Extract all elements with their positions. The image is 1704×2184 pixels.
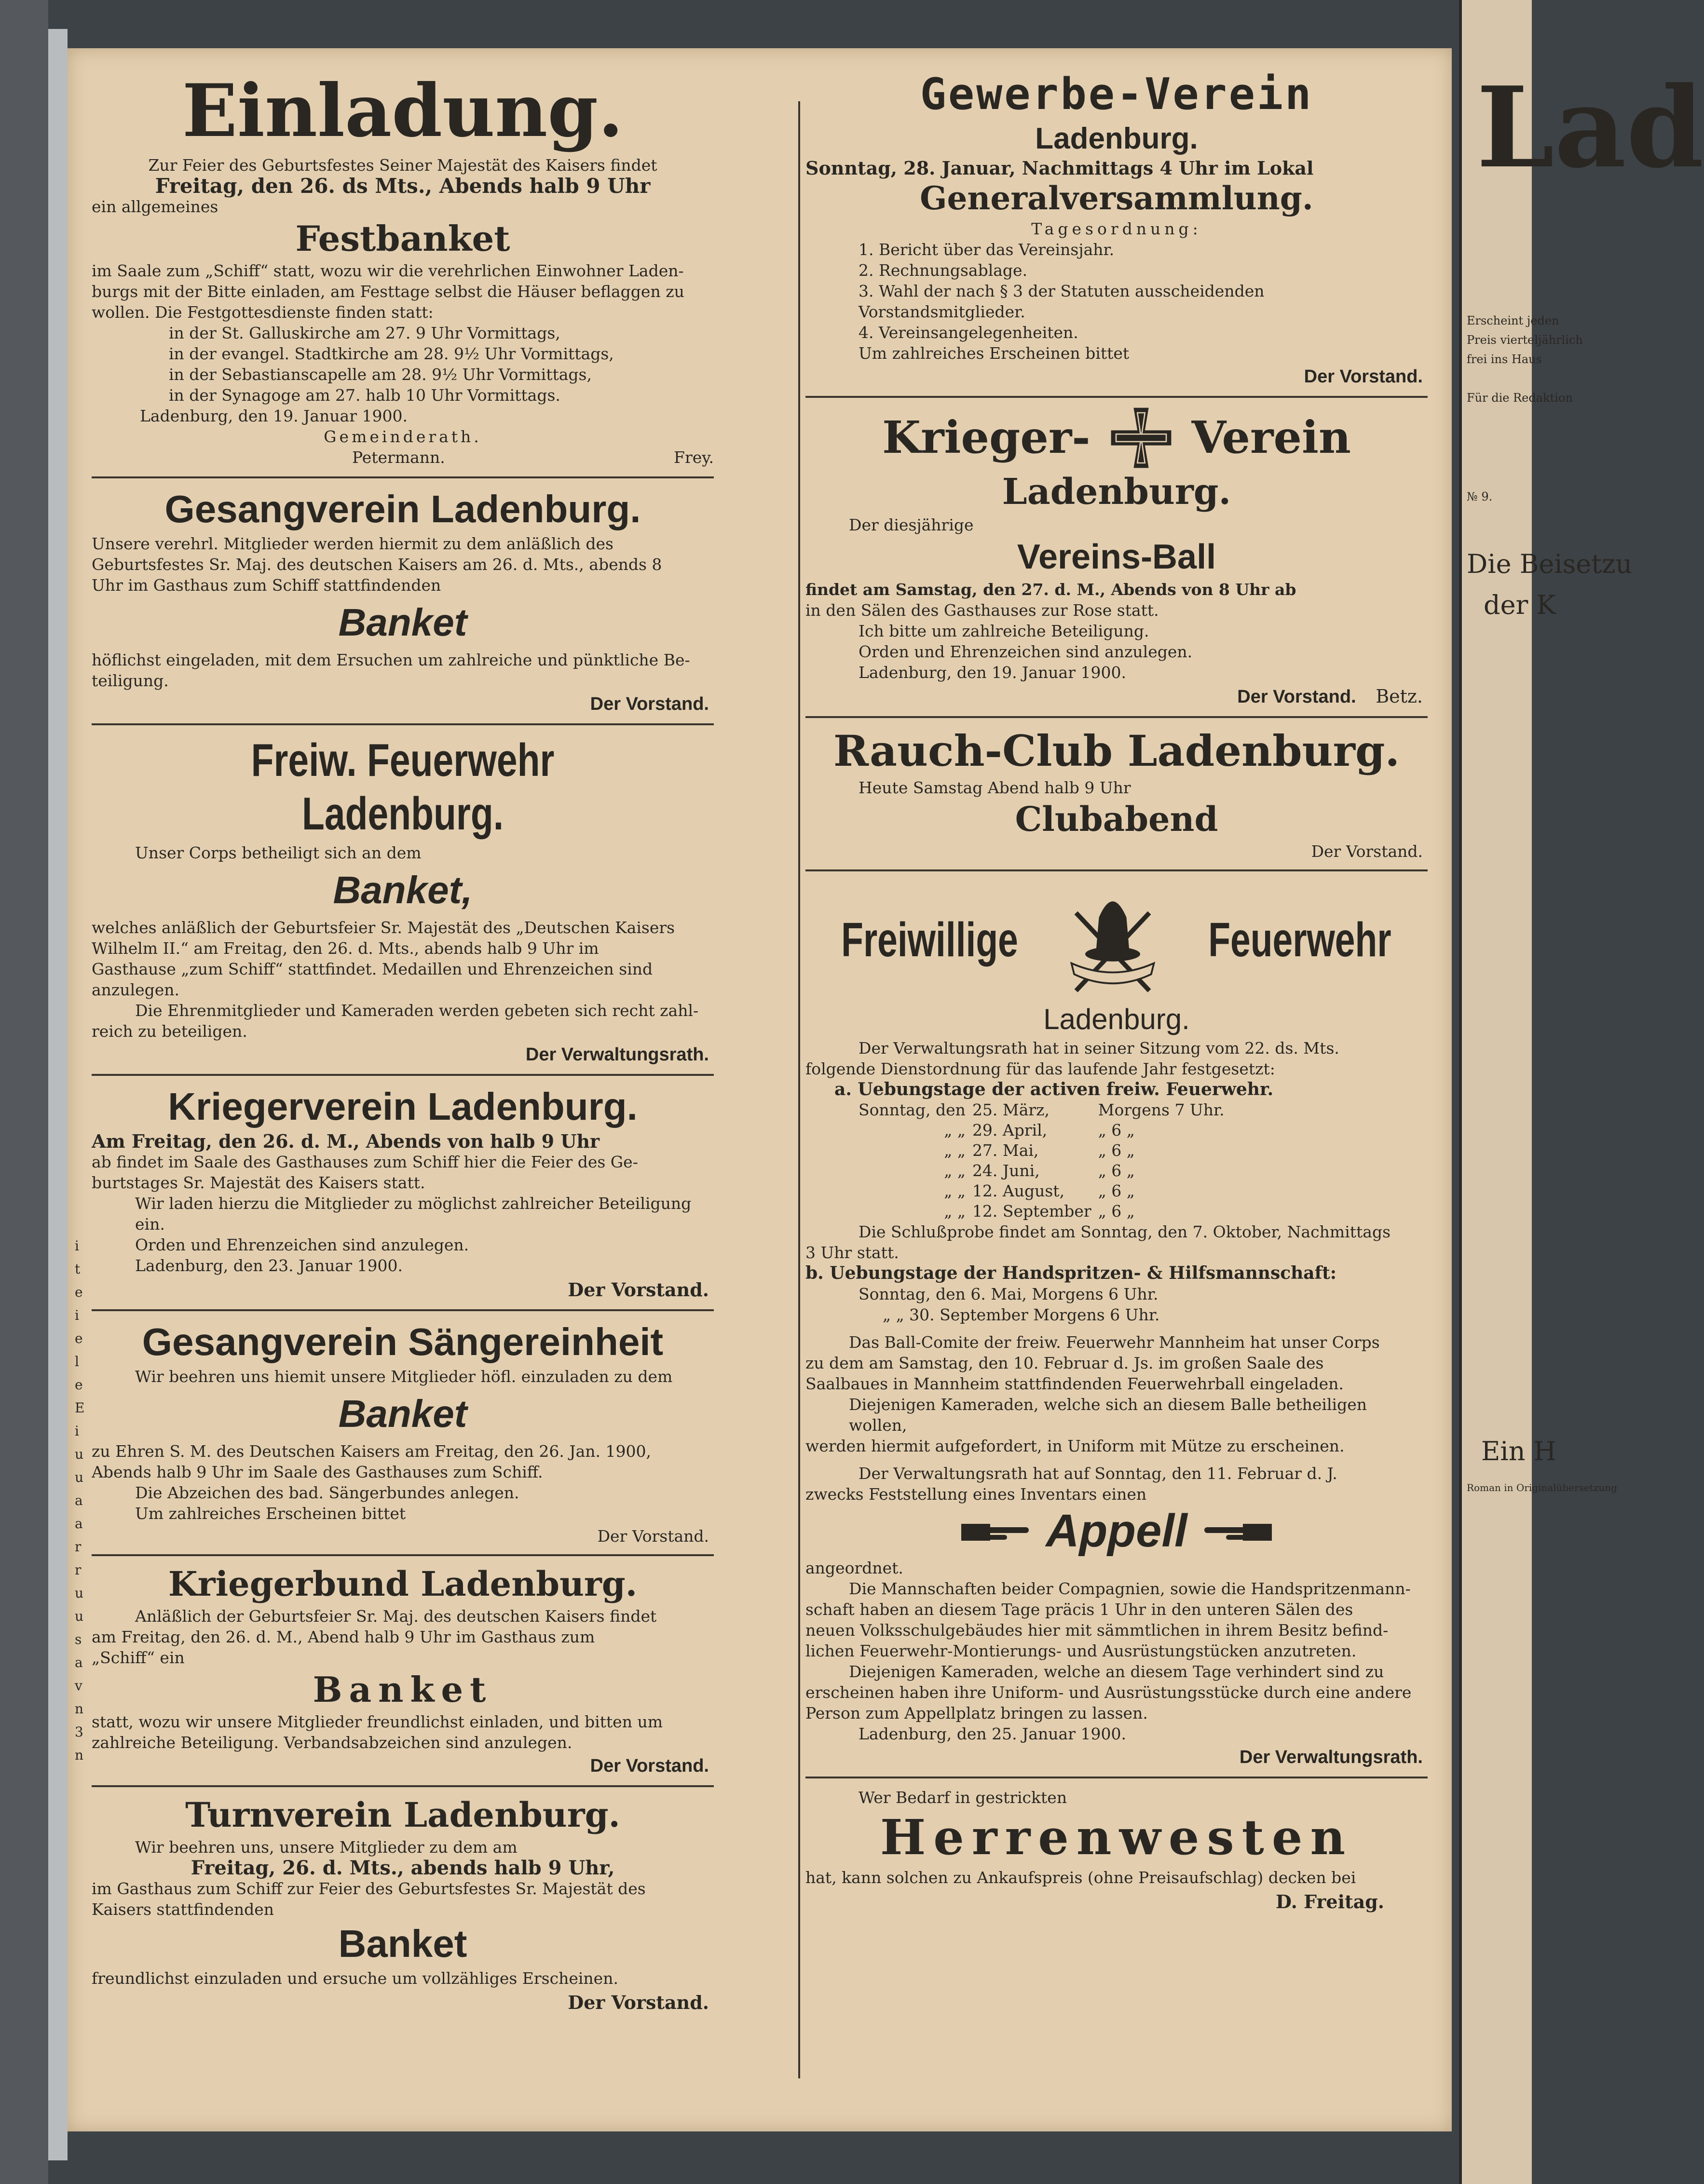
text-line: Kaisers stattfindenden (92, 1899, 274, 1919)
signature: Der Vorstand. (1304, 366, 1423, 387)
binding-edge (48, 29, 68, 2160)
text-line: Diejenigen Kameraden, welche sich an diesem Balle betheiligen wollen, (849, 1395, 1367, 1435)
banket-heading: Banket (338, 601, 467, 644)
text-line: in der Synagoge am 27. halb 10 Uhr Vormittags. (169, 386, 560, 405)
text-line: hat, kann solchen zu Ankaufspreis (ohne Preisaufschlag) decken bei (805, 1868, 1356, 1887)
fire-helmet-emblem-icon (1067, 880, 1159, 1001)
text-line: Um zahlreiches Erscheinen bittet (135, 1504, 406, 1523)
text-line: Der Verwaltungsrath hat in seiner Sitzung vom 22. ds. Mts. (859, 1038, 1339, 1058)
generalversammlung-heading: Generalversammlung. (920, 179, 1313, 217)
text-fragment: der K (1484, 590, 1556, 620)
text-line: reich zu beteiligen. (92, 1022, 247, 1041)
text-line: Wir laden hierzu die Mitglieder zu möglichst zahlreicher Beteiligung ein. (135, 1194, 692, 1234)
ad-separator (92, 1074, 714, 1076)
ad-subtitle: Ladenburg. (1043, 1003, 1190, 1035)
text-line: Ladenburg, den 19. Januar 1900. (140, 407, 408, 426)
table-cell: „ „ (944, 1161, 966, 1180)
banket-heading: Banket (313, 1669, 493, 1710)
text-line: werden hiermit aufgefordert, in Uniform mit Mütze zu erscheinen. (805, 1436, 1345, 1455)
text-line: im Gasthaus zum Schiff zur Feier des Geburtsfestes Sr. Majestät des (92, 1879, 646, 1898)
ad-title: Herrenwesten (880, 1809, 1353, 1866)
table-cell: 25. März, (972, 1100, 1050, 1119)
text-line: Anläßlich der Geburtsfeier Sr. Maj. des deutschen Kaisers findet (135, 1606, 657, 1626)
ad-separator (92, 476, 714, 478)
clubabend-heading: Clubabend (1015, 799, 1218, 840)
text-line: in der St. Galluskirche am 27. 9 Uhr Vormittags, (169, 324, 560, 343)
column-divider (798, 101, 800, 2078)
ad-title: Turnverein Ladenburg. (185, 1795, 620, 1835)
text-line: Orden und Ehrenzeichen sind anzulegen. (135, 1235, 469, 1255)
table-cell: Sonntag, den (859, 1100, 966, 1119)
ad-subtitle: Ladenburg. (1002, 471, 1231, 513)
vereins-ball-heading: Vereins-Ball (1017, 538, 1216, 577)
text-line: in der evangel. Stadtkirche am 28. 9½ Uhr Vormittags, (169, 344, 614, 364)
text-line: lichen Feuerwehr-Montierungs- und Ausrüstungstücken anzutreten. (805, 1641, 1357, 1661)
ad-title: Gewerbe-Verein (920, 69, 1313, 120)
text-line: findet am Samstag, den 27. d. M., Abends von 8 Uhr ab (805, 580, 1296, 599)
text-line: angeordnet. (805, 1559, 903, 1578)
ad-herrenwesten (805, 1787, 1428, 1913)
text-line: Die Mannschaften beider Compagnien, sowie die Handspritzenmann- (849, 1579, 1411, 1599)
ad-separator (92, 1554, 714, 1556)
text-fragment: Erscheint jeden (1467, 314, 1559, 327)
text-line: Diejenigen Kameraden, welche an diesem Tage verhindert sind zu (849, 1662, 1384, 1682)
text-line: erscheinen haben ihre Uniform- und Ausrüstungsstücke durch eine andere (805, 1683, 1412, 1702)
ad-separator (92, 1785, 714, 1787)
signature: Der Vorstand. (568, 1991, 709, 2013)
text-fragment: Roman in Originalübersetzung (1467, 1482, 1617, 1493)
signature: Petermann. (352, 448, 445, 467)
text-line: Um zahlreiches Erscheinen bittet (859, 344, 1130, 363)
text-line: zwecks Feststellung eines Inventars einen (805, 1484, 1147, 1504)
text-line: Unsere verehrl. Mitglieder werden hiermit zu dem anläßlich des (92, 534, 613, 554)
appell-row (805, 1505, 1428, 1558)
signature: Der Verwaltungsrath. (1239, 1747, 1423, 1768)
krieger-title-row (805, 407, 1428, 469)
table-cell: „ 6 „ (1098, 1181, 1135, 1200)
text-line: Gasthause „zum Schiff“ stattfindet. Medaillen und Ehrenzeichen sind (92, 960, 653, 979)
signature: D. Freitag. (1276, 1891, 1384, 1913)
ad-gewerbe-verein (805, 69, 1428, 387)
text-line: teiligung. (92, 671, 169, 691)
text-line: freundlichst einzuladen und ersuche um vollzähliges Erscheinen. (92, 1968, 618, 1988)
next-page-sliver (1459, 0, 1704, 2184)
table-cell: 27. Mai, (972, 1140, 1039, 1160)
ad-freiwillige-feuerwehr (805, 880, 1428, 1768)
text-line: Unser Corps betheiligt sich an dem (135, 843, 422, 863)
text-line: Wilhelm II.“ am Freitag, den 26. d. Mts., abends halb 9 Uhr im (92, 939, 599, 958)
text-line: Uhr im Gasthaus zum Schiff stattfindenden (92, 576, 441, 595)
text-line: neuen Volksschulgebäudes hier mit sämmtlichen in ihrem Besitz befind- (805, 1621, 1389, 1640)
ad-kriegerverein-ladenburg (92, 1085, 714, 1301)
signature: Der Vorstand. (568, 1279, 709, 1301)
table-cell: „ „ (944, 1181, 966, 1200)
signature: Der Verwaltungsrath. (525, 1045, 709, 1065)
text-fragment: Die Beisetzu (1467, 549, 1633, 579)
text-line: burtstages Sr. Majestät des Kaisers statt. (92, 1173, 425, 1193)
text-line: Der diesjährige (849, 515, 974, 535)
text-line: Wir beehren uns hiemit unsere Mitglieder höfl. einzuladen zu dem (135, 1367, 673, 1386)
ad-krieger-verein (805, 407, 1428, 707)
text-line: folgende Dienstordnung für das laufende Jahr festgesetzt: (805, 1059, 1275, 1078)
text-line: Ladenburg, den 19. Januar 1900. (859, 663, 1126, 682)
text-line: Gemeinderath. (324, 427, 482, 447)
table-cell: „ 6 „ (1098, 1140, 1135, 1160)
text-line: im Saale zum „Schiff“ statt, wozu wir die verehrlichen Einwohner Laden- (92, 261, 684, 281)
text-line: Heute Samstag Abend halb 9 Uhr (859, 778, 1131, 798)
text-line: Wer Bedarf in gestrickten (859, 1788, 1067, 1807)
ad-gesangverein-ladenburg (92, 487, 714, 715)
text-line: in der Sebastianscapelle am 28. 9½ Uhr Vormittags, (169, 365, 592, 384)
text-line: am Freitag, den 26. d. M., Abend halb 9 Uhr im Gasthaus zum (92, 1627, 595, 1646)
text-fragment: Preis vierteljährlich (1467, 333, 1583, 347)
banket-heading: Banket (338, 1922, 467, 1965)
pointing-hand-right-icon (959, 1517, 1031, 1546)
ad-title: Rauch-Club Ladenburg. (833, 726, 1400, 776)
text-line: welches anläßlich der Geburtsfeier Sr. Majestät des „Deutschen Kaisers (92, 918, 675, 937)
text-line: Orden und Ehrenzeichen sind anzulegen. (859, 642, 1193, 662)
text-line: Geburtsfestes Sr. Maj. des deutschen Kaisers am 26. d. Mts., abends 8 (92, 555, 662, 574)
table-cell: 24. Juni, (972, 1161, 1040, 1180)
ad-title: Krieger- (882, 411, 1091, 464)
previous-page-strip: i t e i e l e E i u u a a r r u u s a v n 3 n (75, 1238, 85, 1763)
table-row (859, 1100, 1231, 1120)
signature: Der Vorstand. (590, 694, 709, 715)
agenda-item: 3. Wahl der nach § 3 der Statuten ausscheidenden Vorstandsmitglieder. (859, 282, 1265, 322)
text-fragment: № 9. (1467, 490, 1493, 503)
banket-heading: Banket (338, 1392, 467, 1436)
signature: Der Vorstand. (597, 1527, 709, 1546)
table-cell: 29. April, (972, 1120, 1048, 1139)
ad-separator (805, 716, 1428, 718)
signature-row (805, 686, 1423, 707)
ad-separator (805, 396, 1428, 398)
right-column (805, 68, 1428, 1913)
festbanket-heading: Festbanket (295, 217, 510, 259)
text-line: Ladenburg, den 23. Januar 1900. (135, 1256, 403, 1275)
text-line: wollen. Die Festgottesdienste finden statt: (92, 303, 434, 322)
text-line: Die Schlußprobe findet am Sonntag, den 7. Oktober, Nachmittags (859, 1222, 1391, 1241)
text-line: Das Ball-Comite der freiw. Feuerwehr Mannheim hat unser Corps (849, 1332, 1380, 1352)
table-cell: „ 6 „ (1098, 1201, 1135, 1221)
schedule-table (859, 1100, 1231, 1221)
ad-kriegerbund (92, 1565, 714, 1777)
ad-gesangverein-saengereinheit (92, 1320, 714, 1546)
text-fragment: Für die Redaktion (1467, 391, 1573, 405)
text-line: „Schiff“ ein (92, 1648, 185, 1667)
ad-title: Verein (1191, 411, 1351, 464)
ad-title: Gesangverein Ladenburg. (164, 488, 641, 531)
iron-cross-icon (1110, 407, 1172, 469)
ad-subtitle: Ladenburg. (1035, 122, 1198, 155)
einladung-title: Einladung. (182, 68, 624, 153)
ad-title: Kriegerverein Ladenburg. (168, 1085, 638, 1128)
signature: Frey. (674, 448, 714, 467)
table-cell: „ „ (944, 1201, 966, 1221)
text-fragment: Ein H (1481, 1436, 1556, 1466)
ad-turnverein (92, 1796, 714, 2013)
ad-separator (805, 1777, 1428, 1778)
text-line: zahlreiche Beteiligung. Verbandsabzeichen sind anzulegen. (92, 1733, 573, 1752)
text-line: Die Ehrenmitglieder und Kameraden werden gebeten sich recht zahl- (135, 1001, 699, 1020)
text-line: Der Verwaltungsrath hat auf Sonntag, den 11. Februar d. J. (859, 1464, 1337, 1483)
agenda-item: 1. Bericht über das Vereinsjahr. (859, 240, 1115, 259)
masthead-fragment: Lad (1476, 63, 1704, 193)
signature: Der Vorstand. (1311, 841, 1423, 861)
agenda-item: 4. Vereinsangelegenheiten. (859, 323, 1078, 342)
ad-separator (805, 869, 1428, 871)
table-cell: 12. August, (972, 1181, 1065, 1200)
ad-title: Feuerwehr (1208, 913, 1391, 967)
table-row (859, 1201, 1231, 1221)
text-line: Person zum Appellplatz bringen zu lassen. (805, 1704, 1148, 1723)
ad-rauch-club (805, 727, 1428, 861)
ad-title: Freiw. Feuerwehr Ladenburg. (251, 734, 555, 840)
table-row (859, 1140, 1231, 1161)
table-cell: „ 6 „ (1098, 1120, 1135, 1139)
text-line: Saalbaues in Mannheim stattfindenden Feuerwehrball eingeladen. (805, 1374, 1344, 1393)
text-line: ab findet im Saale des Gasthauses zum Schiff hier die Feier des Ge- (92, 1153, 638, 1172)
text-line: statt, wozu wir unsere Mitglieder freundlichst einladen, und bitten um (92, 1712, 663, 1732)
table-row (859, 1120, 1231, 1140)
ad-title: Freiwillige (841, 913, 1018, 967)
book-binding (0, 0, 48, 2184)
text-line: zu dem am Samstag, den 10. Februar d. Js. im großen Saale des (805, 1353, 1324, 1372)
text-line: „ „ 30. September Morgens 6 Uhr. (883, 1305, 1160, 1324)
appell-heading: Appell (1046, 1505, 1187, 1557)
ad-einladung (92, 69, 714, 468)
text-line: Ladenburg, den 25. Januar 1900. (859, 1724, 1126, 1744)
ad-separator (92, 1309, 714, 1311)
text-fragment: frei ins Haus (1467, 353, 1542, 366)
pointing-hand-left-icon (1202, 1517, 1274, 1546)
table-cell: Morgens 7 Uhr. (1098, 1100, 1225, 1119)
ad-separator (92, 723, 714, 725)
text-line: Tagesordnung: (1031, 219, 1202, 239)
text-line: Am Freitag, den 26. d. M., Abends von halb 9 Uhr (92, 1130, 600, 1153)
table-row (859, 1181, 1231, 1201)
table-cell: „ „ (944, 1140, 966, 1160)
left-column (92, 68, 714, 2013)
table-cell: 12. September (972, 1201, 1091, 1221)
table-row (859, 1161, 1231, 1181)
text-line: in den Sälen des Gasthauses zur Rose statt. (805, 601, 1159, 620)
text-line: burgs mit der Bitte einladen, am Festtage selbst die Häuser beflaggen zu (92, 282, 684, 301)
text-line: Abends halb 9 Uhr im Saale des Gasthauses zum Schiff. (92, 1463, 543, 1482)
text-line: Zur Feier des Geburtsfestes Seiner Majestät des Kaisers findet (148, 155, 657, 175)
signature: Der Vorstand. (1237, 687, 1356, 707)
ad-title: Kriegerbund Ladenburg. (168, 1564, 638, 1604)
agenda-item: 2. Rechnungsablage. (859, 261, 1028, 280)
text-line: Die Abzeichen des bad. Sängerbundes anlegen. (135, 1483, 519, 1503)
signature: Betz. (1376, 686, 1423, 707)
text-line: höflichst eingeladen, mit dem Ersuchen um zahlreiche und pünktliche Be- (92, 651, 690, 670)
signature-row (92, 447, 714, 468)
text-line: schaft haben an diesem Tage präcis 1 Uhr in den unteren Sälen des (805, 1600, 1353, 1619)
feuerwehr-title-row (805, 880, 1428, 1001)
text-line: Freitag, 26. d. Mts., abends halb 9 Uhr, (191, 1856, 615, 1879)
text-line: Ich bitte um zahlreiche Beteiligung. (859, 622, 1149, 641)
ad-title: Gesangverein Sängereinheit (142, 1320, 664, 1364)
text-line: zu Ehren S. M. des Deutschen Kaisers am Freitag, den 26. Jan. 1900, (92, 1442, 651, 1461)
table-cell: „ 6 „ (1098, 1161, 1135, 1180)
text-line: Sonntag, den 6. Mai, Morgens 6 Uhr. (859, 1284, 1159, 1303)
text-line: Wir beehren uns, unsere Mitglieder zu dem am (135, 1837, 518, 1857)
signature: Der Vorstand. (590, 1756, 709, 1777)
text-line: Freitag, den 26. ds Mts., Abends halb 9 Uhr (155, 174, 651, 198)
text-line: ein allgemeines (92, 197, 218, 216)
banket-heading: Banket, (333, 868, 473, 912)
table-cell: „ „ (944, 1120, 966, 1139)
text-line: Sonntag, 28. Januar, Nachmittags 4 Uhr im Lokal (805, 157, 1314, 179)
ad-freiw-feuerwehr (92, 734, 714, 1065)
text-line: anzulegen. (92, 980, 180, 1000)
section-heading: a. Uebungstage der activen freiw. Feuerwehr. (834, 1079, 1274, 1099)
section-heading: b. Uebungstage der Handspritzen- & Hilfsmannschaft: (805, 1262, 1337, 1283)
text-line: 3 Uhr statt. (805, 1243, 899, 1262)
